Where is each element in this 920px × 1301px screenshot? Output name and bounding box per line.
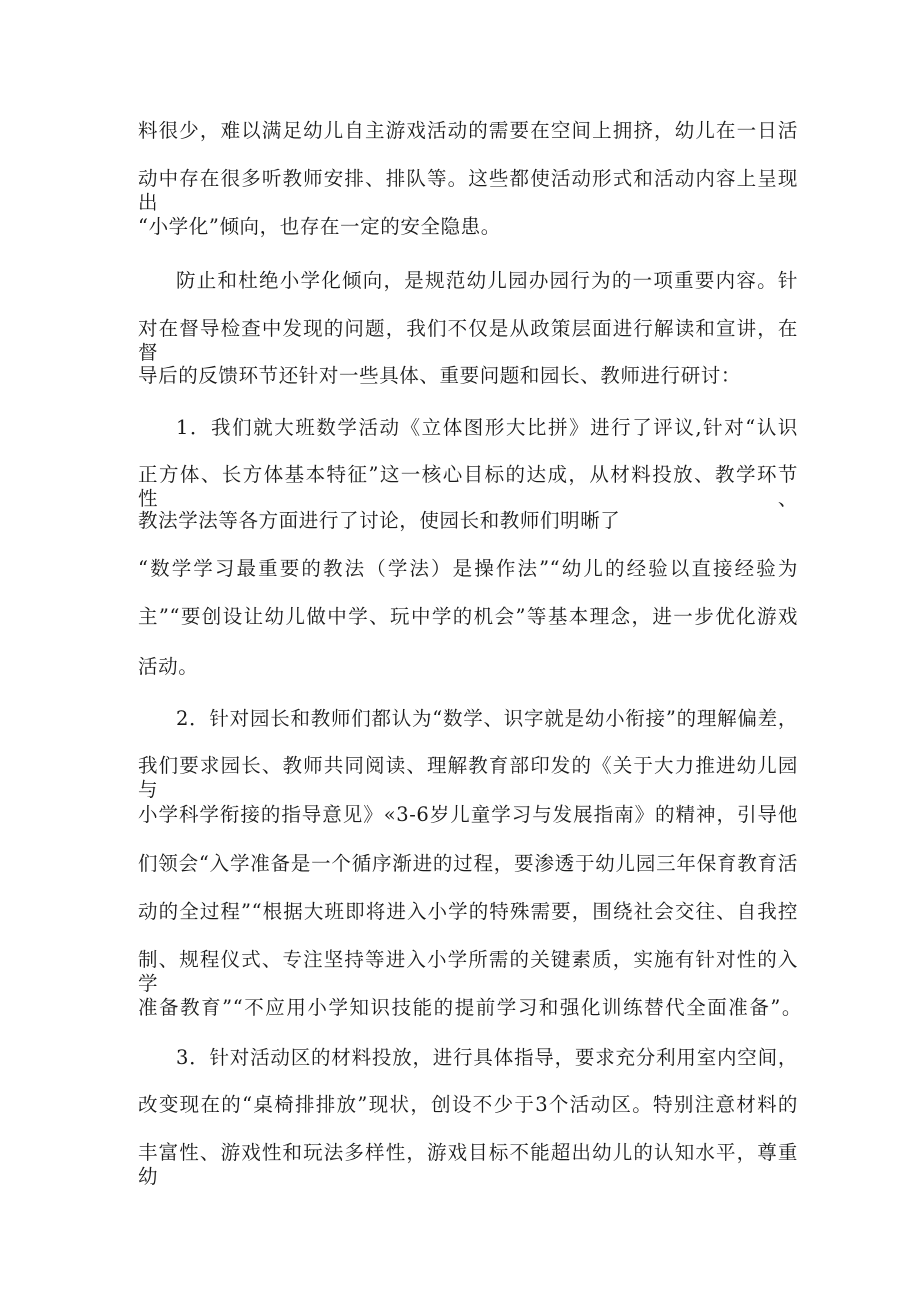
text-line: 导后的反馈环节还针对一些具体、重要问题和园长、教师进行研讨： bbox=[138, 364, 742, 387]
list-item-1-start: 1．我们就大班数学活动《立体图形大比拼》进行了评议,针对“认识 bbox=[176, 416, 798, 439]
text-line: 对在督导检查中发现的问题，我们不仅是从政策层面进行解读和宣讲，在督 bbox=[138, 317, 798, 364]
text-line: 教法学法等各方面进行了讨论，使园长和教师们明晰了 bbox=[138, 509, 621, 532]
text-line: 改变现在的“桌椅排排放”现状，创设不少于3个活动区。特别注意材料的 bbox=[138, 1093, 798, 1116]
text-line: 们领会“入学准备是一个循序渐进的过程，要渗透于幼儿园三年保育教育活 bbox=[138, 852, 798, 875]
text-line: 准备教育”“不应用小学知识技能的提前学习和强化训练替代全面准备”。 bbox=[138, 996, 802, 1019]
text-line: 正方体、长方体基本特征”这一核心目标的达成，从材料投放、教学环节性、 bbox=[138, 463, 798, 510]
text-line: 主”“要创设让幼儿做中学、玩中学的机会”等基本理念，进一步优化游戏 bbox=[138, 605, 798, 628]
list-item-3-start: 3．针对活动区的材料投放，进行具体指导，要求充分利用室内空间， bbox=[176, 1046, 798, 1069]
text-line: 制、规程仪式、专注坚持等进入小学所需的关键素质，实施有针对性的入学 bbox=[138, 948, 798, 995]
text-line: 我们要求园长、教师共同阅读、理解教育部印发的《关于大力推进幼儿园与 bbox=[138, 754, 798, 801]
text-line: “小学化”倾向，也存在一定的安全隐患。 bbox=[138, 215, 501, 238]
text-line: 活动。 bbox=[138, 655, 199, 678]
text-line: 动中存在很多听教师安排、排队等。这些都使活动形式和活动内容上呈现出 bbox=[138, 167, 798, 214]
paragraph-start-line: 防止和杜绝小学化倾向，是规范幼儿园办园行为的一项重要内容。针 bbox=[176, 269, 798, 292]
text-line: “数学学习最重要的教法（学法）是操作法”“幼儿的经验以直接经验为 bbox=[138, 557, 798, 580]
text-line: 丰富性、游戏性和玩法多样性，游戏目标不能超出幼儿的认知水平，尊重幼 bbox=[138, 1141, 798, 1188]
text-line: 料很少，难以满足幼儿自主游戏活动的需要在空间上拥挤，幼儿在一日活 bbox=[138, 119, 798, 142]
text-line: 动的全过程”“根据大班即将进入小学的特殊需要，围绕社会交往、自我控 bbox=[138, 900, 798, 923]
text-line: 小学科学衔接的指导意见》«3-6岁儿童学习与发展指南》的精神，引导他 bbox=[138, 803, 798, 826]
list-item-2-start: 2．针对园长和教师们都认为“数学、识字就是幼小衔接”的理解偏差， bbox=[176, 707, 798, 730]
